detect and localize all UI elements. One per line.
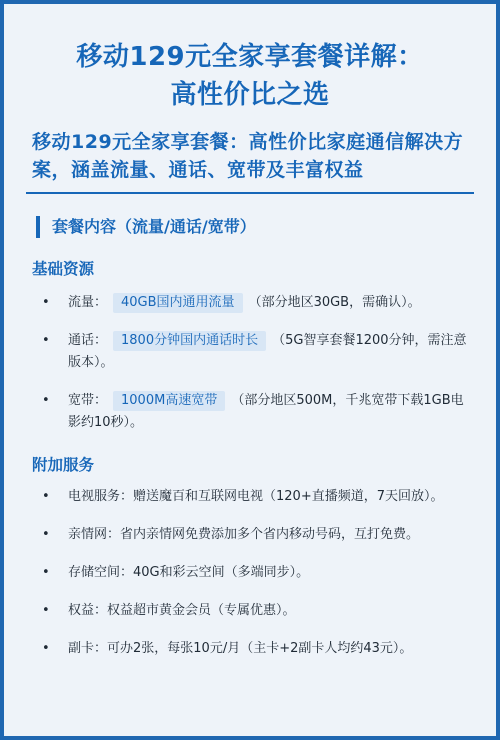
section-title: 套餐内容（流量/通话/宽带） <box>36 216 472 238</box>
item-label: 宽带： <box>68 393 108 408</box>
item-note: （部分地区30GB，需确认）。 <box>248 295 421 310</box>
item-label: 流量： <box>68 295 108 310</box>
basic-resources-title: 基础资源 <box>32 260 95 278</box>
item-label: 通话： <box>68 333 108 348</box>
article-card <box>4 38 496 660</box>
list-item: • 权益：权益超市黄金会员（专属优惠）。 <box>42 600 468 622</box>
title-line-1: 移动129元全家享套餐详解： <box>76 42 424 72</box>
basic-resources-list <box>4 292 496 434</box>
list-item: • 存储空间：40G和彩云空间（多端同步）。 <box>42 562 468 584</box>
item-note: （部分地区500M，千兆宽带下载1GB电影约10秒）。 <box>68 393 464 430</box>
list-item <box>42 330 468 374</box>
subtitle: 移动129元全家享套餐：高性价比家庭通信解决方案，涵盖流量、通话、宽带及丰富权益 <box>32 131 464 181</box>
extra-services-list <box>4 486 496 660</box>
highlight-badge: 1800分钟国内通话时长 <box>113 331 266 351</box>
divider <box>26 192 474 194</box>
list-item: • 副卡：可办2张，每张10元/月（主卡+2副卡人均约43元）。 <box>42 638 468 660</box>
extra-services-title: 附加服务 <box>32 456 95 474</box>
list-item <box>42 292 468 314</box>
page-title <box>24 38 476 114</box>
title-line-2: 高性价比之选 <box>170 80 330 110</box>
list-item: • 亲情网：省内亲情网免费添加多个省内移动号码，互打免费。 <box>42 524 468 546</box>
highlight-badge: 1000M高速宽带 <box>113 391 225 411</box>
item-note: （5G智享套餐1200分钟，需注意版本）。 <box>68 333 467 370</box>
list-item <box>42 390 468 434</box>
list-item: • 电视服务：赠送魔百和互联网电视（120+直播频道，7天回放）。 <box>42 486 468 508</box>
highlight-badge: 40GB国内通用流量 <box>113 293 243 313</box>
